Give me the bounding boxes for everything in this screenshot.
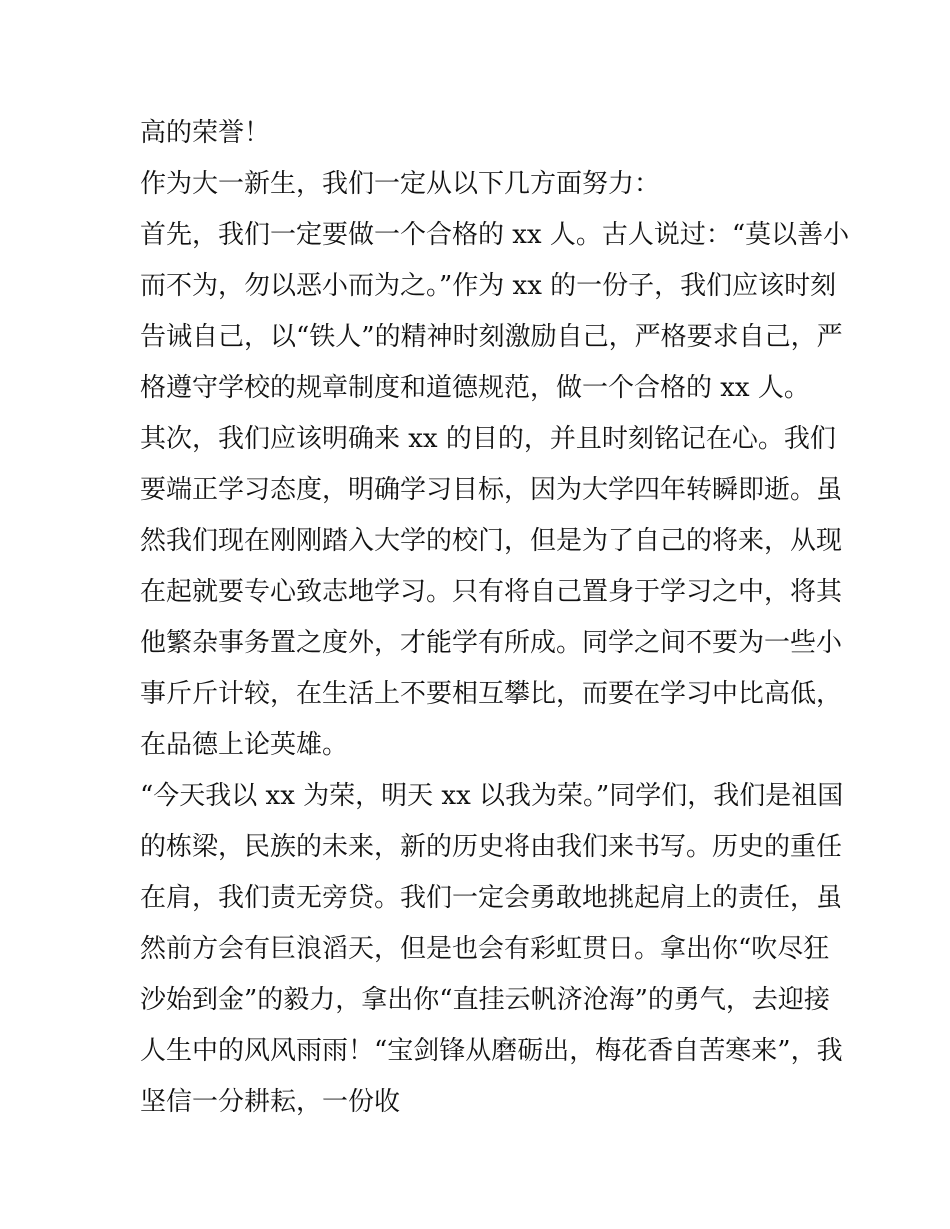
text-line: 告诫自己，以“铁人”的精神时刻激励自己，严格要求自己，严: [140, 322, 843, 352]
text-line: 高的荣誉！: [140, 118, 271, 148]
text-line: 事斤斤计较，在生活上不要相互攀比，而要在学习中比高低，: [140, 679, 843, 709]
text-line: 首先，我们一定要做一个合格的 xx 人。古人说过：“莫以善小: [140, 220, 850, 250]
text-line: 然我们现在刚刚踏入大学的校门，但是为了自己的将来，从现: [140, 526, 843, 556]
text-line: 其次，我们应该明确来 xx 的目的，并且时刻铭记在心。我们: [140, 424, 836, 454]
text-line: 而不为，勿以恶小而为之。”作为 xx 的一份子，我们应该时刻: [140, 271, 837, 301]
document-body: [140, 108, 850, 1128]
text-line: 沙始到金”的毅力，拿出你“直挂云帆济沧海”的勇气，去迎接: [140, 985, 830, 1015]
text-line: 然前方会有巨浪滔天，但是也会有彩虹贯日。拿出你“吹尽狂: [140, 934, 830, 964]
text-line: 人生中的风风雨雨！“宝剑锋从磨砺出，梅花香自苦寒来”，我: [140, 1036, 843, 1066]
text-line: 要端正学习态度，明确学习目标，因为大学四年转瞬即逝。虽: [140, 475, 843, 505]
text-line: 作为大一新生，我们一定从以下几方面努力：: [140, 169, 661, 199]
text-line: “今天我以 xx 为荣，明天 xx 以我为荣。”同学们，我们是祖国: [140, 781, 844, 811]
text-line: 坚信一分耕耘，一份收: [140, 1087, 401, 1117]
text-line: 格遵守学校的规章制度和道德规范，做一个合格的 xx 人。: [140, 373, 810, 403]
text-line: 的栋梁，民族的未来，新的历史将由我们来书写。历史的重任: [140, 832, 843, 862]
text-line: 在品德上论英雄。: [140, 730, 349, 760]
text-line: 他繁杂事务置之度外，才能学有所成。同学之间不要为一些小: [140, 628, 843, 658]
text-line: 在起就要专心致志地学习。只有将自己置身于学习之中，将其: [140, 577, 843, 607]
text-line: 在肩，我们责无旁贷。我们一定会勇敢地挑起肩上的责任，虽: [140, 883, 843, 913]
